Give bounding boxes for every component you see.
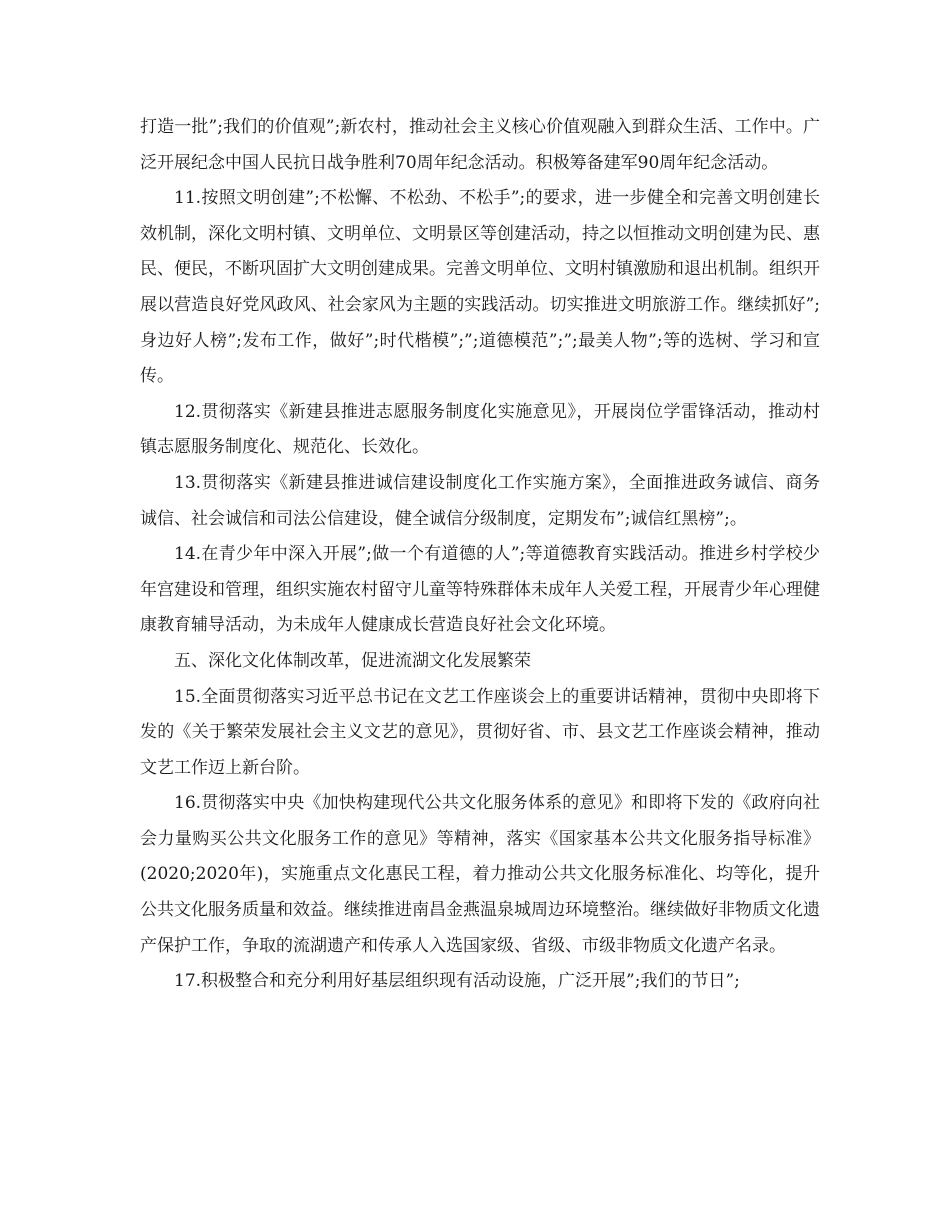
document-body [140, 110, 820, 1000]
paragraph-item-12: 12.贯彻落实《新建县推进志愿服务制度化实施意见》，开展岗位学雷锋活动，推动村镇志愿服务制度化、规范化、长效化。 [140, 401, 820, 458]
paragraph-item-11: 11.按照文明创建”;不松懈、不松劲、不松手”;的要求，进一步健全和完善文明创建长效机制，深化文明村镇、文明单位、文明景区等创建活动，持之以恒推动文明创建为民、惠民、便民，不断巩固扩大文明创建成果。完善文明单位、文明村镇激励和退出机制。组织开展以营造良好党风政风、社会家风为主题的实践活动。切实推进文明旅游工作。继续抓好”;身边好人榜”;发布工作，做好”;时代楷模”;”;道德模范”;”;最美人物”;等的选树、学习和宣传。 [140, 188, 820, 387]
paragraph-item-17: 17.积极整合和充分利用好基层组织现有活动设施，广泛开展”;我们的节日”; [174, 971, 740, 992]
paragraph-item-16: 16.贯彻落实中央《加快构建现代公共文化服务体系的意见》和即将下发的《政府向社会力量购买公共文化服务工作的意见》等精神，落实《国家基本公共文化服务指导标准》(2020;2020年)，实施重点文化惠民工程，着力推动公共文化服务标准化、均等化，提升公共文化服务质量和效益。继续推进南昌金燕温泉城周边环境整治。继续做好非物质文化遗产保护工作，争取的流湖遗产和传承人入选国家级、省级、市级非物质文化遗产名录。 [140, 793, 820, 956]
paragraph-continuation: 打造一批”;我们的价值观”;新农村，推动社会主义核心价值观融入到群众生活、工作中。广泛开展纪念中国人民抗日战争胜利70周年纪念活动。积极筹备建军90周年纪念活动。 [140, 117, 820, 173]
paragraph-item-13: 13.贯彻落实《新建县推进诚信建设制度化工作实施方案》，全面推进政务诚信、商务诚信、社会诚信和司法公信建设，健全诚信分级制度，定期发布”;诚信红黑榜”;。 [140, 472, 820, 529]
section-heading-5: 五、深化文化体制改革，促进流湖文化发展繁荣 [174, 650, 531, 671]
paragraph-item-15: 15.全面贯彻落实习近平总书记在文艺工作座谈会上的重要讲话精神，贯彻中央即将下发的《关于繁荣发展社会主义文艺的意见》，贯彻好省、市、县文艺工作座谈会精神，推动文艺工作迈上新台阶。 [140, 686, 820, 778]
paragraph-item-14: 14.在青少年中深入开展”;做一个有道德的人”;等道德教育实践活动。推进乡村学校少年宫建设和管理，组织实施农村留守儿童等特殊群体未成年人关爱工程，开展青少年心理健康教育辅导活动，为未成年人健康成长营造良好社会文化环境。 [140, 544, 820, 636]
